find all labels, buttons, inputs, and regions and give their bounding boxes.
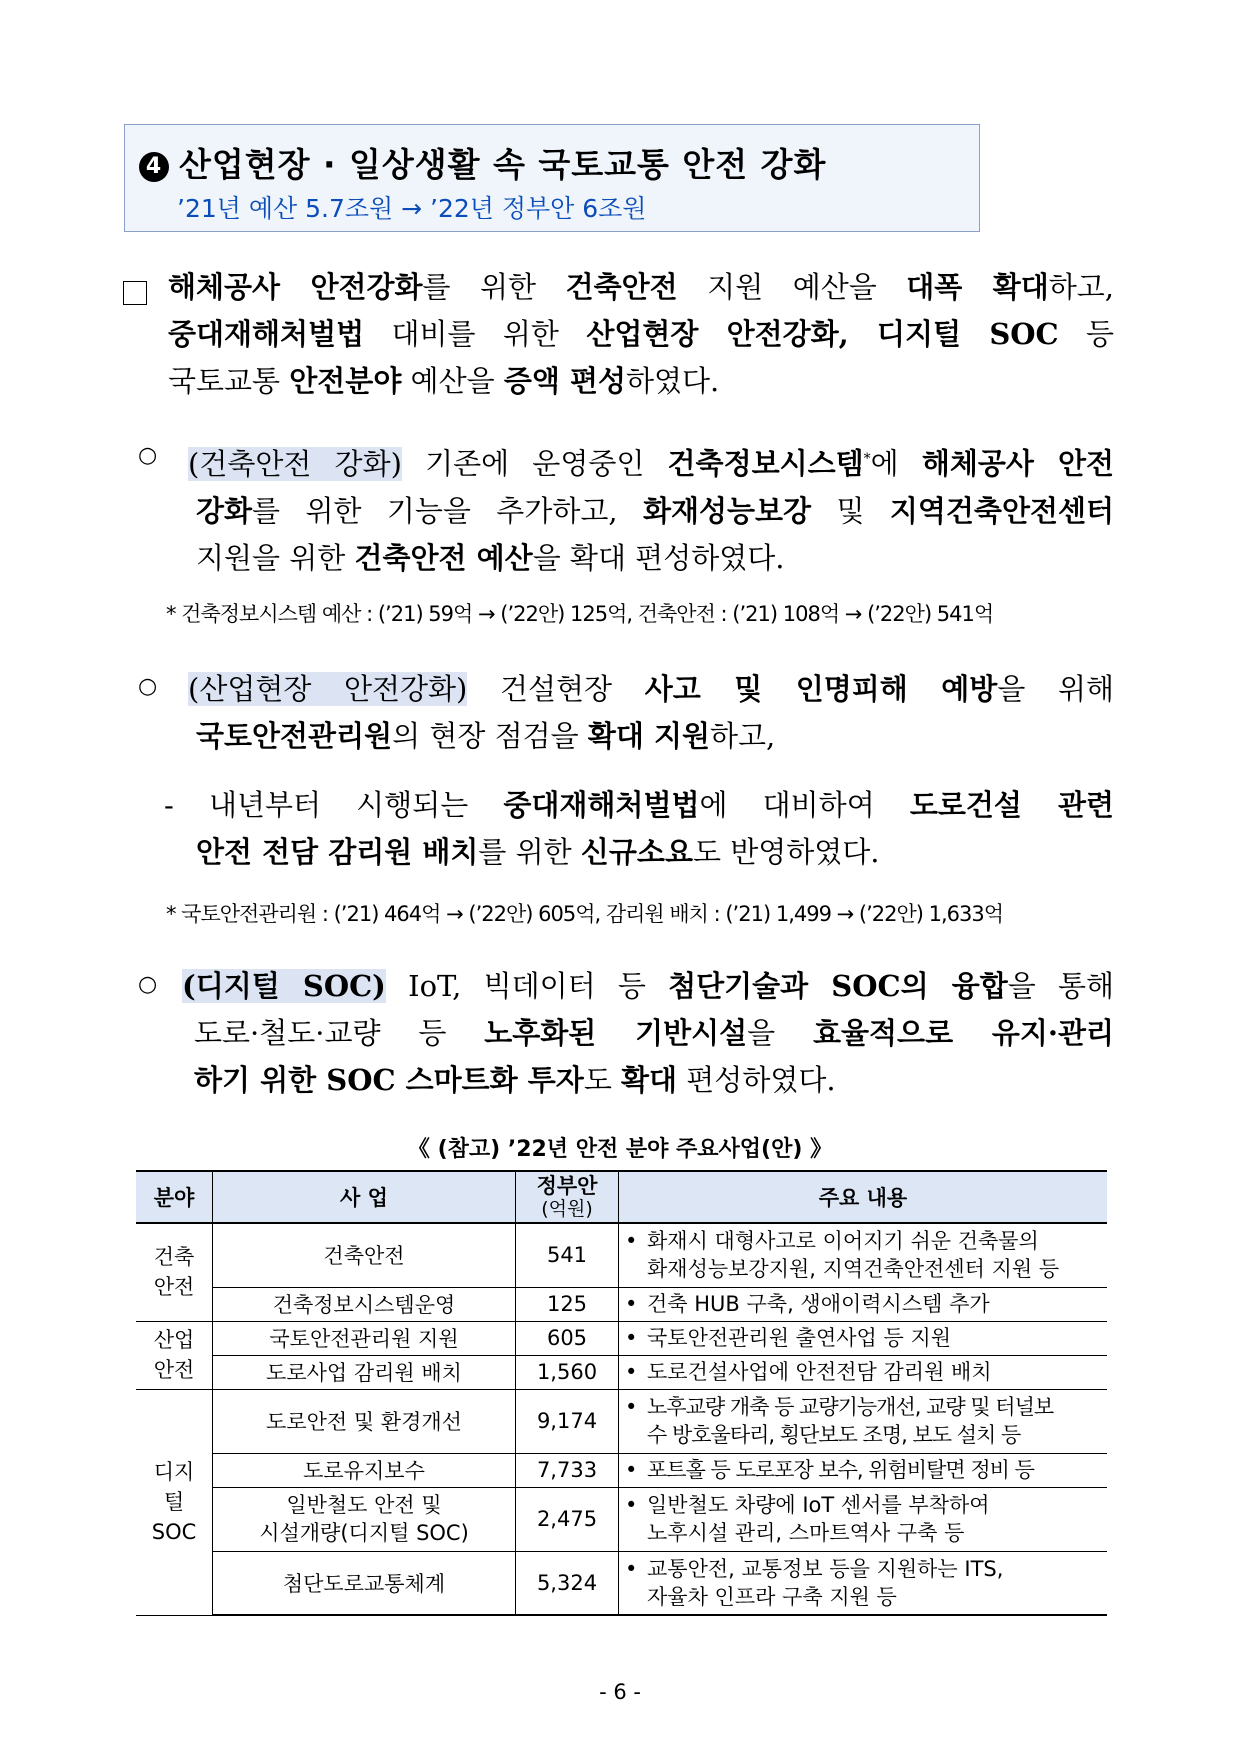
section-building-safety: (건축안전 강화) 기존에 운영중인 건축정보시스템*에 해체공사 안전 강화를 위한 기능을 추가하고, 화재성능보강 및 지역건축안전센터 지원을 위한 건축안전 예산을 확대 편성하였다.	[188, 446, 1115, 575]
note-building-budget: * 건축정보시스템 예산 : (’21) 59억 → (’22안) 125억, 건축안전 : (’21) 108억 → (’22안) 541억	[166, 602, 994, 626]
section-digital-soc: (디지털 SOC) IoT, 빅데이터 등 첨단기술과 SOC의 융합을 통해 도로·철도·교량 등 노후화된 기반시설을 효율적으로 유지·관리 하기 위한 SOC 스마트화 투자도 확대 편성하였다.	[182, 969, 1115, 1097]
header-project: 사 업	[213, 1171, 516, 1223]
section-title-box	[124, 124, 980, 232]
circle-bullet-icon: ○	[138, 972, 158, 997]
table-row: 도로유지보수 7,733 • 포트홀 등 도로포장 보수, 위험비탈면 정비 등	[136, 1453, 1107, 1487]
reference-table	[136, 1170, 1107, 1616]
sub-item-serious-accident: - 내년부터 시행되는 중대재해처벌법에 대비하여 도로건설 관련 안전 전담 감리원 배치를 위한 신규소요도 반영하였다.	[164, 788, 1114, 869]
table-row: 건축 안전 건축안전 541 • 화재시 대형사고로 이어지기 쉬운 건축물의 화재성능보강지원, 지역건축안전센터 지원 등	[136, 1223, 1107, 1287]
circle-bullet-icon: ○	[138, 674, 158, 699]
square-bullet-icon	[123, 281, 147, 305]
page-number: - 6 -	[599, 1680, 641, 1704]
reference-title: 《 (참고) ’22년 안전 분야 주요사업(안) 》	[407, 1137, 833, 1162]
group-building-safety: 건축 안전	[136, 1223, 213, 1321]
title-text: 산업현장 · 일상생활 속 국토교통 안전 강화	[179, 145, 827, 184]
table-row: 산업 안전 국토안전관리원 지원 605 • 국토안전관리원 출연사업 등 지원	[136, 1321, 1107, 1355]
group-digital-soc: 디지 털 SOC	[136, 1389, 213, 1615]
table-row: 도로사업 감리원 배치 1,560 • 도로건설사업에 안전전담 감리원 배치	[136, 1355, 1107, 1389]
note-safety-agency-budget: * 국토안전관리원 : (’21) 464억 → (’22안) 605억, 감리원 배치 : (’21) 1,499 → (’22안) 1,633억	[166, 902, 1004, 926]
group-industrial-safety: 산업 안전	[136, 1321, 213, 1389]
table-row: 일반철도 안전 및 시설개량(디지털 SOC) 2,475 • 일반철도 차량에 IoT 센서를 부착하여 노후시설 관리, 스마트역사 구축 등	[136, 1487, 1107, 1551]
table-row: 디지 털 SOC 도로안전 및 환경개선 9,174 • 노후교량 개축 등 교량기능개선, 교량 및 터널보 수 방호울타리, 횡단보도 조명, 보도 설치 등	[136, 1389, 1107, 1453]
header-content: 주요 내용	[619, 1171, 1108, 1223]
table-header-row	[136, 1171, 1107, 1223]
table-row: 건축정보시스템운영 125 • 건축 HUB 구축, 생애이력시스템 추가	[136, 1287, 1107, 1321]
number-badge: 4	[139, 152, 169, 182]
table-row: 첨단도로교통체계 5,324 • 교통안전, 교통정보 등을 지원하는 ITS, 자율차 인프라 구축 지원 등	[136, 1551, 1107, 1615]
intro-paragraph: 해체공사 안전강화를 위한 건축안전 지원 예산을 대폭 확대하고, 중대재해처벌법 대비를 위한 산업현장 안전강화, 디지털 SOC 등 국토교통 안전분야 예산을 증액 편성하였다.	[168, 270, 1114, 398]
header-budget: 정부안 (억원)	[516, 1171, 619, 1223]
header-field: 분야	[136, 1171, 213, 1223]
section-title	[139, 139, 826, 186]
budget-subtitle: ’21년 예산 5.7조원 → ’22년 정부안 6조원	[177, 194, 647, 223]
circle-bullet-icon: ○	[138, 443, 158, 468]
section-industrial-safety: (산업현장 안전강화) 건설현장 사고 및 인명피해 예방을 위해 국토안전관리원의 현장 점검을 확대 지원하고,	[188, 672, 1114, 753]
